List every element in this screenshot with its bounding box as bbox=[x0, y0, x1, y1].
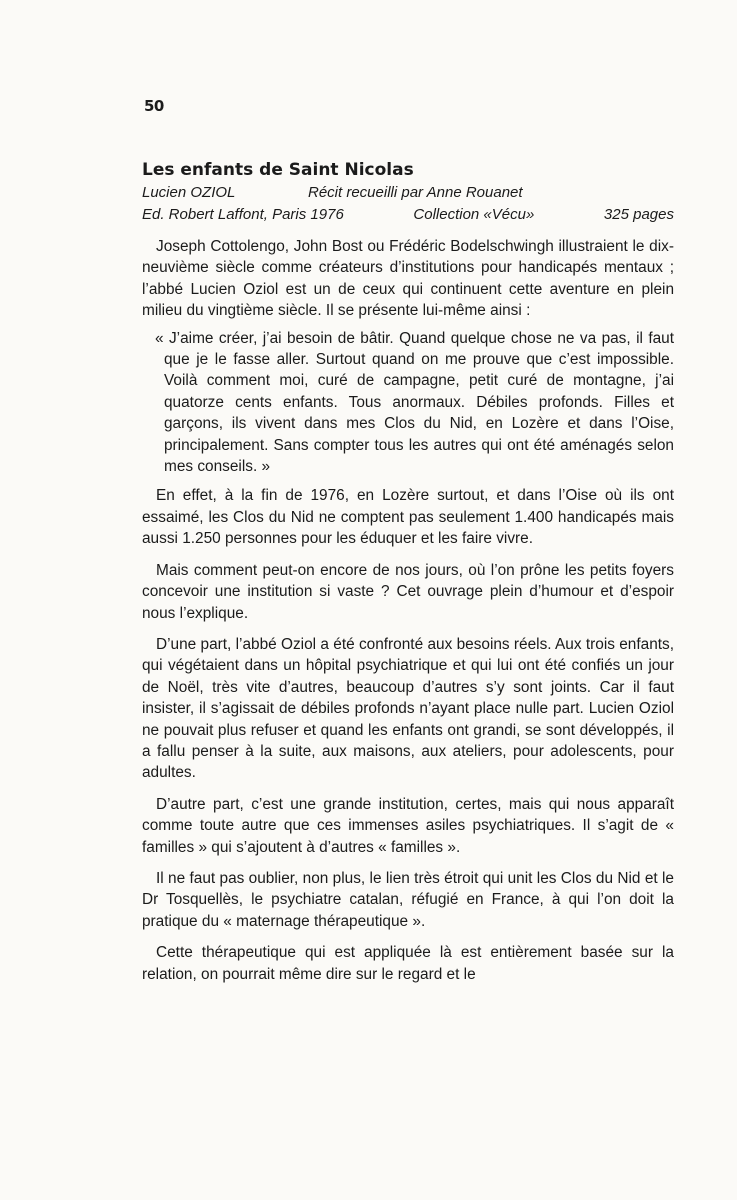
paragraph-question: Mais comment peut-on encore de nos jours, où l’on prône les petits foyers concevoir une institution si vaste ? Cet ouvrage plein d’humour et d’espoir nous l’explique. bbox=[142, 561, 674, 622]
book-credit: Récit recueilli par Anne Rouanet bbox=[308, 184, 523, 201]
book-page-count: 325 pages bbox=[603, 206, 674, 223]
book-publication-line bbox=[142, 204, 674, 226]
paragraph-figures: En effet, à la fin de 1976, en Lozère surtout, et dans l’Oise où ils ont essaimé, les Clos du Nid ne comptent pas seulement 1.400 handicapés mais aussi 1.250 personnes pour les éduquer et les faire vivre. bbox=[142, 487, 674, 548]
review-article bbox=[142, 158, 674, 985]
book-publisher: Ed. Robert Laffont, Paris 1976 bbox=[142, 206, 344, 223]
book-author-line bbox=[142, 182, 674, 204]
paragraph-intro: Joseph Cottolengo, John Bost ou Frédéric Bodelschwingh illustraient le dix-neuvième siècle comme créateurs d’institutions pour handicapés mentaux ; l’abbé Lucien Oziol est un de ceux qui continuent cette aventure en plein milieu du vingtième siècle. Il se présente lui-même ainsi : bbox=[142, 238, 674, 320]
paragraph-second-reason: D’autre part, c’est une grande institution, certes, mais qui nous apparaît comme toute autre que ces immenses asiles psychiatriques. Il s’agit de « familles » qui s’ajoutent à d’autres « familles ». bbox=[142, 795, 674, 856]
paragraph-first-reason: D’une part, l’abbé Oziol a été confronté aux besoins réels. Aux trois enfants, qui végétaient dans un hôpital psychiatrique et qui lui ont été confiés un jour de Noël, très vite d’autres, beaucoup d’autres s’y sont joints. Car il faut insister, il s’agissait de débiles profonds n’ayant place nulle part. Lucien Oziol ne pouvait plus refuser et quand les enfants ont grandi, se sont développés, il a fallu penser à la suite, aux maisons, aux ateliers, pour adolescents, pour adultes. bbox=[142, 635, 674, 782]
book-title: Les enfants de Saint Nicolas bbox=[142, 160, 414, 180]
page-number: 50 bbox=[144, 97, 164, 115]
author-quote: « J’aime créer, j’ai besoin de bâtir. Quand quelque chose ne va pas, il faut que je le fasse aller. Surtout quand on me prouve que c’est impossible. Voilà comment moi, curé de campagne, petit curé de montagne, j’ai quatorze cents enfants. Tous anormaux. Débiles profonds. Filles et garçons, ils vivent dans mes Clos du Nid, en Lozère et dans l’Oise, principalement. Sans compter tous les autres qui ont été aménagés selon mes conseils. » bbox=[155, 329, 674, 476]
paragraph-therapy: Cette thérapeutique qui est appliquée là est entièrement basée sur la relation, on pourrait même dire sur le regard et le bbox=[142, 944, 674, 983]
book-collection: Collection «Vécu» bbox=[413, 206, 535, 223]
paragraph-tosquelles: Il ne faut pas oublier, non plus, le lien très étroit qui unit les Clos du Nid et le Dr Tosquellès, le psychiatre catalan, réfugié en France, à qui l’on doit la pratique du « maternage thérapeutique ». bbox=[142, 869, 674, 930]
book-author: Lucien OZIOL bbox=[142, 184, 236, 201]
